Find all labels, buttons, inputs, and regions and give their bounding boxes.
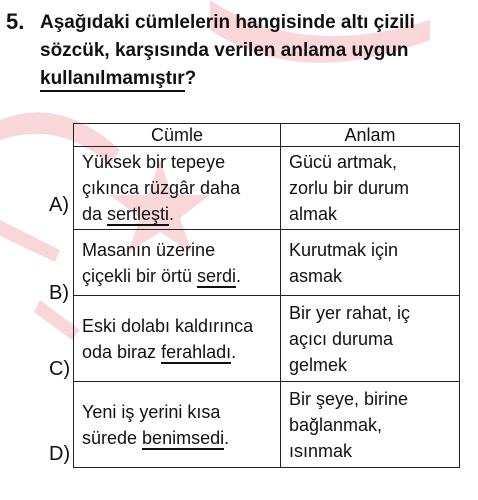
question-underlined-word: kullanılmamıştır — [40, 68, 185, 92]
meaning-line: zorlu bir durum — [289, 178, 410, 198]
sentence-cell — [74, 147, 281, 230]
meaning-cell — [281, 382, 460, 468]
option-label-d[interactable]: D) — [49, 443, 71, 465]
sentence-end: . — [231, 341, 237, 362]
sentence-line: da — [82, 204, 108, 224]
header-sentence: Cümle — [74, 124, 281, 147]
meaning-line: açıcı duruma — [289, 328, 394, 349]
options-table — [73, 123, 460, 468]
sentence-line: Masanın üzerine — [82, 239, 216, 260]
underlined-word: serdi — [197, 265, 237, 286]
sentence-cell — [74, 296, 281, 382]
sentence-cell — [74, 230, 281, 296]
meaning-line: almak — [289, 204, 338, 224]
table-row — [74, 296, 460, 382]
sentence-end: . — [236, 265, 242, 286]
sentence-line: çıkınca rüzgâr daha — [82, 178, 241, 198]
meaning-cell — [281, 230, 460, 296]
sentence-end: . — [169, 204, 175, 224]
table-row — [74, 230, 460, 296]
option-label-b[interactable]: B) — [49, 282, 69, 304]
question-mark: ? — [184, 68, 197, 89]
meaning-line: Gücü artmak, — [289, 152, 398, 172]
sentence-line: Eski dolabı kaldırınca — [82, 315, 254, 336]
sentence-line: Yüksek bir tepeye — [82, 152, 226, 172]
meaning-line: Bir yer rahat, iç — [289, 302, 411, 323]
question-line-3 — [40, 68, 196, 90]
question-line-1: Aşağıdaki cümlelerin hangisinde altı çizili — [40, 12, 415, 33]
header-meaning: Anlam — [281, 124, 460, 147]
sentence-line: Yeni iş yerini kısa — [82, 401, 221, 422]
sentence-end: . — [224, 427, 230, 448]
table-row — [74, 147, 460, 230]
sentence-line: oda biraz — [82, 341, 162, 362]
underlined-word: ferahladı — [161, 341, 232, 362]
meaning-line: asmak — [289, 265, 343, 286]
meaning-line: gelmek — [289, 354, 348, 375]
meaning-line: Kurutmak için — [289, 239, 399, 260]
meaning-line: bağlanmak, — [289, 414, 383, 435]
underlined-word: sertleşti — [107, 204, 170, 224]
option-label-a[interactable]: A) — [49, 194, 69, 216]
underlined-word: benimsedi — [142, 427, 225, 448]
question-line-2: sözcük, karşısında verilen anlama uygun — [40, 40, 409, 61]
meaning-line: Bir şeye, birine — [289, 388, 409, 409]
sentence-cell — [74, 382, 281, 468]
meaning-line: ısınmak — [289, 440, 353, 461]
sentence-line: çiçekli bir örtü — [82, 265, 198, 286]
meaning-cell — [281, 296, 460, 382]
option-label-c[interactable]: C) — [49, 358, 71, 380]
table-row — [74, 382, 460, 468]
sentence-line: sürede — [82, 427, 143, 448]
table-header-row — [74, 124, 460, 147]
meaning-cell — [281, 147, 460, 230]
question-number: 5. — [6, 9, 25, 34]
